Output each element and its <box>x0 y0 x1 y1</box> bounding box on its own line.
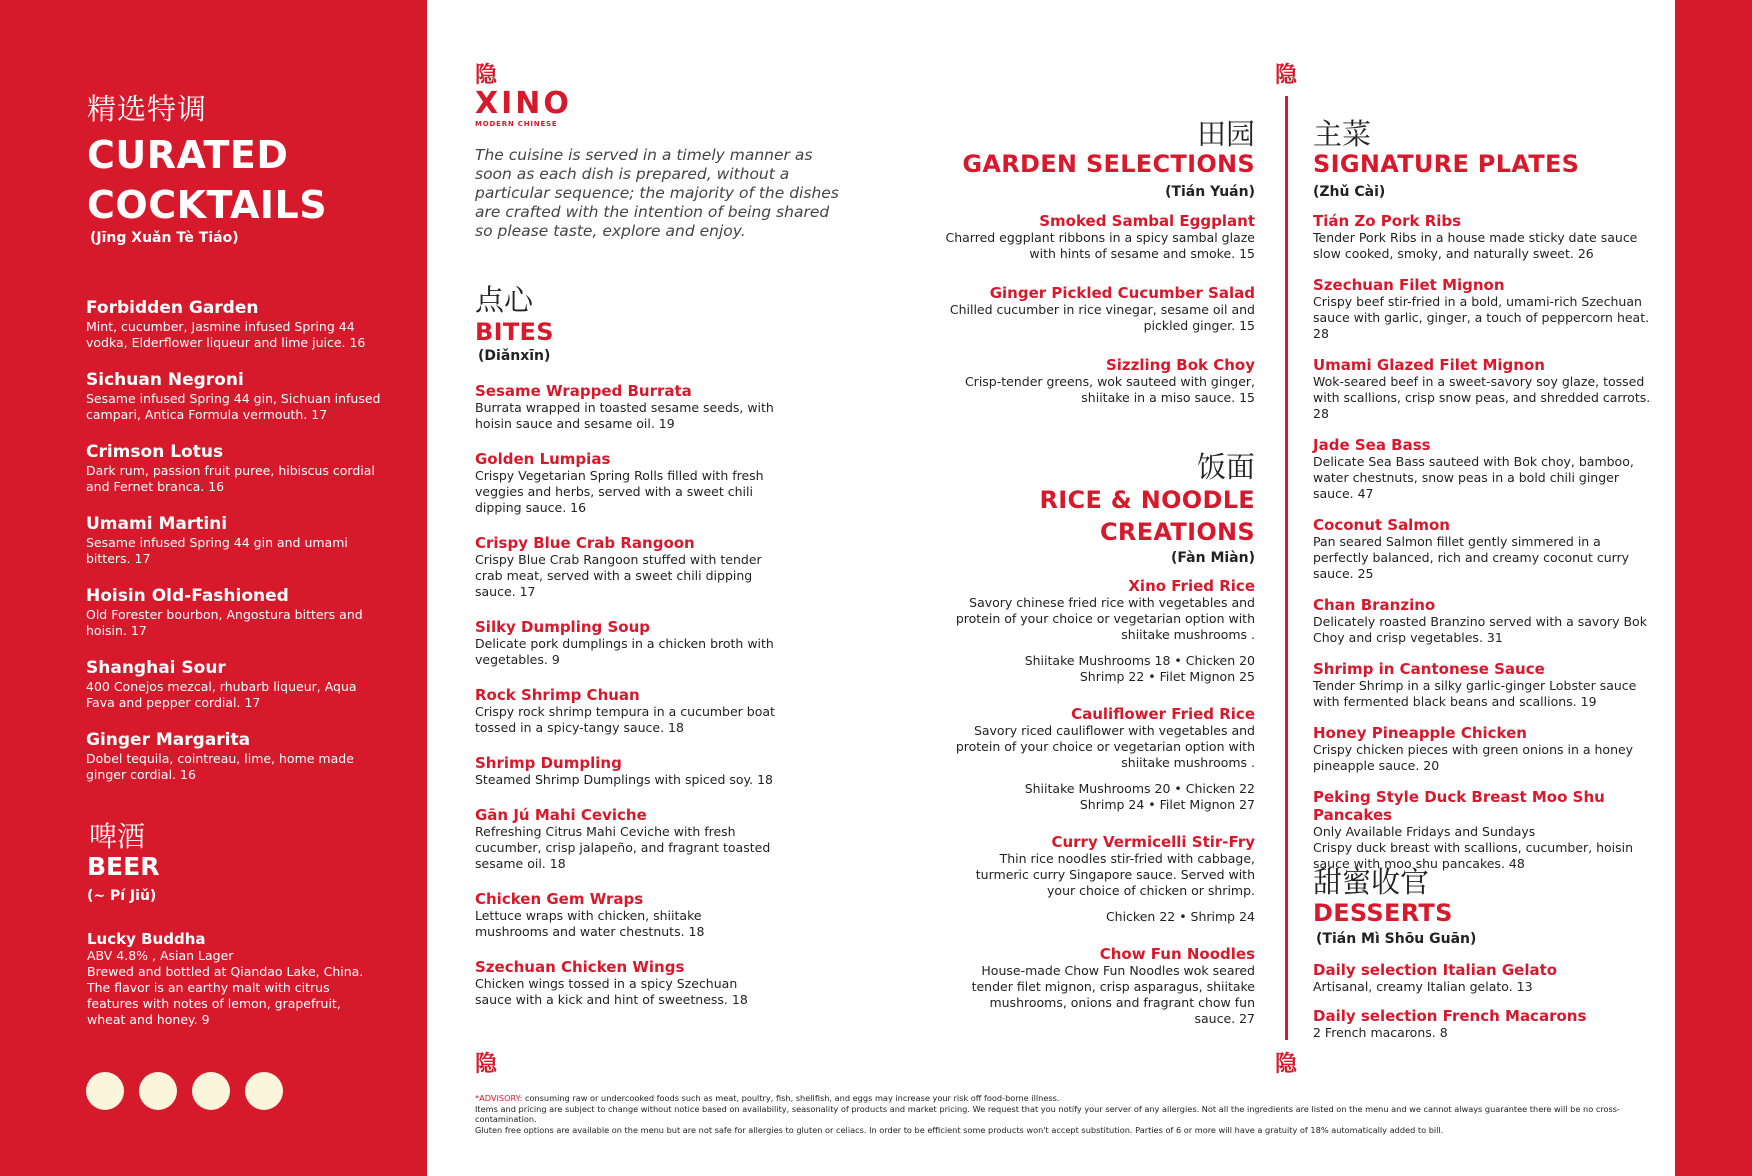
cocktails-heading-line2: COCKTAILS <box>87 183 328 227</box>
seal-icon: 隐 <box>475 1052 498 1077</box>
advisory-line: Gluten free options are available on the menu but are not safe for allergies to gluten or celiacs. In order to be efficient some products won't accept substitution. Parties of 6 or more will have a gratuity of 18% automatically added to bill. <box>475 1124 1444 1135</box>
item-desc: Savory riced cauliflower with vegetables and protein of your choice or vegetarian option with shiitake mushrooms . <box>955 723 1255 770</box>
cocktail-item <box>86 514 386 567</box>
menu-item <box>1313 724 1653 774</box>
signature-heading: SIGNATURE PLATES <box>1313 150 1580 178</box>
cocktails-heading <box>87 130 327 230</box>
desserts-list <box>1313 961 1653 1059</box>
item-desc: Chicken wings tossed in a spicy Szechuan sauce with a kick and hint of sweetness. 18 <box>475 976 748 1007</box>
signature-heading-zh: 主菜 <box>1313 117 1372 151</box>
cocktail-desc: Sesame infused Spring 44 gin, Sichuan infused campari, Antica Formula vermouth. 17 <box>86 391 381 422</box>
rice-heading-line2: CREATIONS <box>1100 518 1255 546</box>
item-name: Crispy Blue Crab Rangoon <box>475 534 695 552</box>
item-name: Ginger Pickled Cucumber Salad <box>989 284 1255 302</box>
item-desc: Tender Shrimp in a silky garlic-ginger Lobster sauce with fermented black beans and scallions. 19 <box>1313 678 1637 709</box>
item-desc: Only Available Fridays and Sundays Crispy duck breast with scallions, cucumber, hoisin sauce with moo shu pancakes. 48 <box>1313 824 1634 871</box>
desserts-heading: DESSERTS <box>1313 899 1453 927</box>
bites-heading: BITES <box>475 318 554 346</box>
item-desc: 2 French macarons. 8 <box>1313 1025 1448 1040</box>
menu-item <box>1313 212 1653 262</box>
cocktail-item <box>86 586 386 639</box>
item-desc: Refreshing Citrus Mahi Ceviche with fresh cucumber, crisp jalapeño, and fragrant toasted sesame oil. 18 <box>475 824 771 871</box>
beer-desc: ABV 4.8% , Asian Lager Brewed and bottled at Qiandao Lake, China. The flavor is an earthy malt with citrus features with notes of lemon, grapefruit, wheat and honey. 9 <box>87 948 364 1027</box>
menu-item <box>475 382 775 432</box>
item-desc: Pan seared Salmon fillet gently simmered in a perfectly balanced, rich and creamy coconut curry sauce. 25 <box>1313 534 1630 581</box>
menu-item <box>1313 276 1653 342</box>
rice-heading-zh: 饭面 <box>1196 450 1255 484</box>
item-name: Cauliflower Fried Rice <box>1071 705 1255 723</box>
advisory-text: consuming raw or undercooked foods such as meat, poultry, fish, shellfish, and eggs may increase your risk off food-borne illness. <box>522 1093 1060 1103</box>
cocktail-desc: Dobel tequila, cointreau, lime, home made ginger cordial. 16 <box>86 751 354 782</box>
rice-heading <box>955 484 1255 548</box>
cocktail-name: Sichuan Negroni <box>86 370 244 390</box>
menu-item <box>475 686 775 736</box>
dot-icon <box>86 1072 124 1110</box>
advisory-line: Items and pricing are subject to change without notice based on availability, seasonality of products and market pricing. We request that you notify your server of any allergies. Not all the ingredients are listed on the menu and we cannot always guarantee there will be no cross-contamination. <box>475 1103 1620 1124</box>
cocktail-desc: Mint, cucumber, Jasmine infused Spring 44 vodka, Elderflower liqueur and lime juice. 16 <box>86 319 366 350</box>
cocktail-name: Shanghai Sour <box>86 658 226 678</box>
item-desc: Crispy Vegetarian Spring Rolls filled with fresh veggies and herbs, served with a sweet chili dipping sauce. 16 <box>475 468 764 515</box>
dot-icon <box>139 1072 177 1110</box>
cocktails-heading-line1: CURATED <box>87 133 289 177</box>
advisory-label: *ADVISORY: <box>475 1093 523 1103</box>
item-name: Daily selection Italian Gelato <box>1313 961 1558 979</box>
item-name: Szechuan Filet Mignon <box>1313 276 1505 294</box>
menu-item <box>1313 516 1653 582</box>
desserts-heading-zh: 甜蜜收官 <box>1313 865 1430 899</box>
item-desc: Charred eggplant ribbons in a spicy sambal glaze with hints of sesame and smoke. 15 <box>945 230 1255 261</box>
item-name: Tián Zo Pork Ribs <box>1313 212 1462 230</box>
item-name: Curry Vermicelli Stir-Fry <box>1051 833 1255 851</box>
item-prices: Chicken 22 • Shrimp 24 <box>1105 909 1255 924</box>
column-divider <box>1285 96 1288 1040</box>
menu-item <box>475 534 775 600</box>
item-name: Sizzling Bok Choy <box>1105 356 1255 374</box>
desserts-pinyin: (Tián Mì Shōu Guān) <box>1316 931 1477 947</box>
dot-icon <box>245 1072 283 1110</box>
logo-wordmark: XINO <box>475 86 572 121</box>
item-desc: Crispy rock shrimp tempura in a cucumber boat tossed in a spicy-tangy sauce. 18 <box>475 704 775 735</box>
menu-item <box>945 945 1255 1027</box>
beer-pinyin: (~ Pí Jiǔ) <box>87 888 157 904</box>
menu-item <box>475 958 775 1008</box>
brand-logo <box>475 86 572 128</box>
cocktail-desc: Sesame infused Spring 44 gin and umami bitters. 17 <box>86 535 348 566</box>
menu-item <box>475 806 775 872</box>
item-name: Umami Glazed Filet Mignon <box>1313 356 1545 374</box>
signature-list <box>1313 212 1653 886</box>
rice-pinyin: (Fàn Miàn) <box>1171 550 1255 566</box>
cocktail-name: Crimson Lotus <box>86 442 224 462</box>
item-name: Jade Sea Bass <box>1313 436 1431 454</box>
item-name: Chicken Gem Wraps <box>475 890 644 908</box>
item-desc: House-made Chow Fun Noodles wok seared tender filet mignon, crisp asparagus, shiitake mushrooms, onions and fragrant chow fun sauce. 27 <box>971 963 1255 1026</box>
item-desc: Burrata wrapped in toasted sesame seeds, with hoisin sauce and sesame oil. 19 <box>475 400 774 431</box>
item-desc: Artisanal, creamy Italian gelato. 13 <box>1313 979 1533 994</box>
item-name: Sesame Wrapped Burrata <box>475 382 692 400</box>
decorative-dots <box>86 1072 283 1110</box>
item-name: Peking Style Duck Breast Moo Shu Pancakes <box>1313 788 1605 824</box>
item-name: Shrimp in Cantonese Sauce <box>1313 660 1545 678</box>
menu-item <box>945 833 1255 925</box>
menu-item <box>1313 596 1653 646</box>
beer-item <box>87 930 367 1028</box>
item-desc: Crisp-tender greens, wok sauteed with ginger, shiitake in a miso sauce. 15 <box>964 374 1255 405</box>
rice-list <box>945 577 1255 1045</box>
item-name: Rock Shrimp Chuan <box>475 686 640 704</box>
advisory-line <box>475 1093 1635 1104</box>
menu-item <box>1313 1007 1653 1041</box>
cocktails-heading-zh: 精选特调 <box>87 92 208 126</box>
menu-item <box>1313 961 1653 995</box>
menu-item <box>945 577 1255 685</box>
bites-list <box>475 382 775 1026</box>
bites-pinyin: (Diǎnxīn) <box>478 348 551 364</box>
rice-heading-line1: RICE & NOODLE <box>1039 486 1255 514</box>
right-red-strip <box>1675 0 1752 1176</box>
item-name: Honey Pineapple Chicken <box>1313 724 1527 742</box>
menu-item <box>475 618 775 668</box>
item-name: Chan Branzino <box>1313 596 1436 614</box>
cocktail-desc: 400 Conejos mezcal, rhubarb liqueur, Aqua Fava and pepper cordial. 17 <box>86 679 357 710</box>
item-desc: Delicate Sea Bass sauteed with Bok choy, bamboo, water chestnuts, snow peas in a bold chili ginger sauce. 47 <box>1313 454 1634 501</box>
signature-pinyin: (Zhǔ Cài) <box>1313 184 1386 200</box>
item-desc: Thin rice noodles stir-fried with cabbage, turmeric curry Singapore sauce. Served with your choice of chicken or shrimp. <box>975 851 1255 898</box>
item-desc: Chilled cucumber in rice vinegar, sesame oil and pickled ginger. 15 <box>949 302 1255 333</box>
item-name: Shrimp Dumpling <box>475 754 622 772</box>
cocktail-item <box>86 658 386 711</box>
item-name: Chow Fun Noodles <box>1099 945 1255 963</box>
cocktail-desc: Old Forester bourbon, Angostura bitters and hoisin. 17 <box>86 607 363 638</box>
beer-name: Lucky Buddha <box>87 930 206 948</box>
item-desc: Delicate pork dumplings in a chicken broth with vegetables. 9 <box>475 636 774 667</box>
item-desc: Tender Pork Ribs in a house made sticky date sauce slow cooked, smoky, and naturally sweet. 26 <box>1313 230 1638 261</box>
beer-heading: BEER <box>87 852 160 881</box>
cocktail-name: Ginger Margarita <box>86 730 251 750</box>
seal-icon: 隐 <box>1275 63 1298 88</box>
item-name: Daily selection French Macarons <box>1313 1007 1587 1025</box>
menu-item <box>1313 660 1653 710</box>
item-name: Golden Lumpias <box>475 450 611 468</box>
item-name: Coconut Salmon <box>1313 516 1450 534</box>
item-desc: Steamed Shrimp Dumplings with spiced soy. 18 <box>475 772 773 787</box>
dot-icon <box>192 1072 230 1110</box>
garden-heading: GARDEN SELECTIONS <box>962 150 1255 178</box>
cocktail-name: Hoisin Old-Fashioned <box>86 586 289 606</box>
item-prices: Shiitake Mushrooms 20 • Chicken 22 Shrimp 24 • Filet Mignon 27 <box>1024 781 1255 812</box>
item-desc: Savory chinese fried rice with vegetables and protein of your choice or vegetarian option with shiitake mushrooms . <box>955 595 1255 642</box>
cocktail-name: Forbidden Garden <box>86 298 259 318</box>
menu-item <box>945 705 1255 813</box>
seal-icon: 隐 <box>475 63 498 88</box>
cocktail-desc: Dark rum, passion fruit puree, hibiscus cordial and Fernet branca. 16 <box>86 463 375 494</box>
menu-item <box>475 890 775 940</box>
item-desc: Crispy beef stir-fried in a bold, umami-rich Szechuan sauce with garlic, ginger, a touch of peppercorn heat. 28 <box>1313 294 1650 341</box>
cocktail-name: Umami Martini <box>86 514 228 534</box>
cocktails-pinyin: (Jīng Xuǎn Tè Tiáo) <box>90 230 239 246</box>
item-desc: Lettuce wraps with chicken, shiitake mushrooms and water chestnuts. 18 <box>475 908 705 939</box>
cocktail-item <box>86 730 386 783</box>
menu-item <box>945 212 1255 262</box>
advisory-footer <box>475 1093 1635 1135</box>
garden-list <box>945 212 1255 424</box>
intro-text: The cuisine is served in a timely manner as soon as each dish is prepared, without a particular sequence; the majority of the dishes are crafted with the intention of being shared so please taste, explore and enjoy. <box>475 146 839 240</box>
beer-heading-zh: 啤酒 <box>89 820 146 853</box>
item-name: Szechuan Chicken Wings <box>475 958 685 976</box>
item-desc: Delicately roasted Branzino served with a savory Bok Choy and crisp vegetables. 31 <box>1313 614 1647 645</box>
menu-item <box>945 284 1255 334</box>
garden-heading-zh: 田园 <box>1196 117 1255 151</box>
cocktails-panel <box>0 0 427 1176</box>
item-desc: Wok-seared beef in a sweet-savory soy glaze, tossed with scallions, crisp snow peas, and shredded carrots. 28 <box>1313 374 1651 421</box>
menu-item <box>1313 356 1653 422</box>
cocktail-item <box>86 370 386 423</box>
item-desc: Crispy Blue Crab Rangoon stuffed with tender crab meat, served with a sweet chili dipping sauce. 17 <box>475 552 762 599</box>
menu-item <box>475 754 775 788</box>
item-name: Smoked Sambal Eggplant <box>1039 212 1255 230</box>
menu-item <box>1313 436 1653 502</box>
cocktail-list <box>86 298 386 802</box>
cocktail-item <box>86 298 386 351</box>
item-desc: Crispy chicken pieces with green onions in a honey pineapple sauce. 20 <box>1313 742 1634 773</box>
seal-icon: 隐 <box>1275 1052 1298 1077</box>
bites-heading-zh: 点心 <box>475 283 534 317</box>
item-name: Silky Dumpling Soup <box>475 618 651 636</box>
cocktail-item <box>86 442 386 495</box>
garden-pinyin: (Tián Yuán) <box>1165 184 1255 200</box>
item-name: Gān Jú Mahi Ceviche <box>475 806 647 824</box>
menu-item <box>475 450 775 516</box>
item-prices: Shiitake Mushrooms 18 • Chicken 20 Shrimp 22 • Filet Mignon 25 <box>1024 653 1255 684</box>
item-name: Xino Fried Rice <box>1128 577 1255 595</box>
menu-item <box>945 356 1255 406</box>
logo-tagline: MODERN CHINESE <box>475 120 558 128</box>
